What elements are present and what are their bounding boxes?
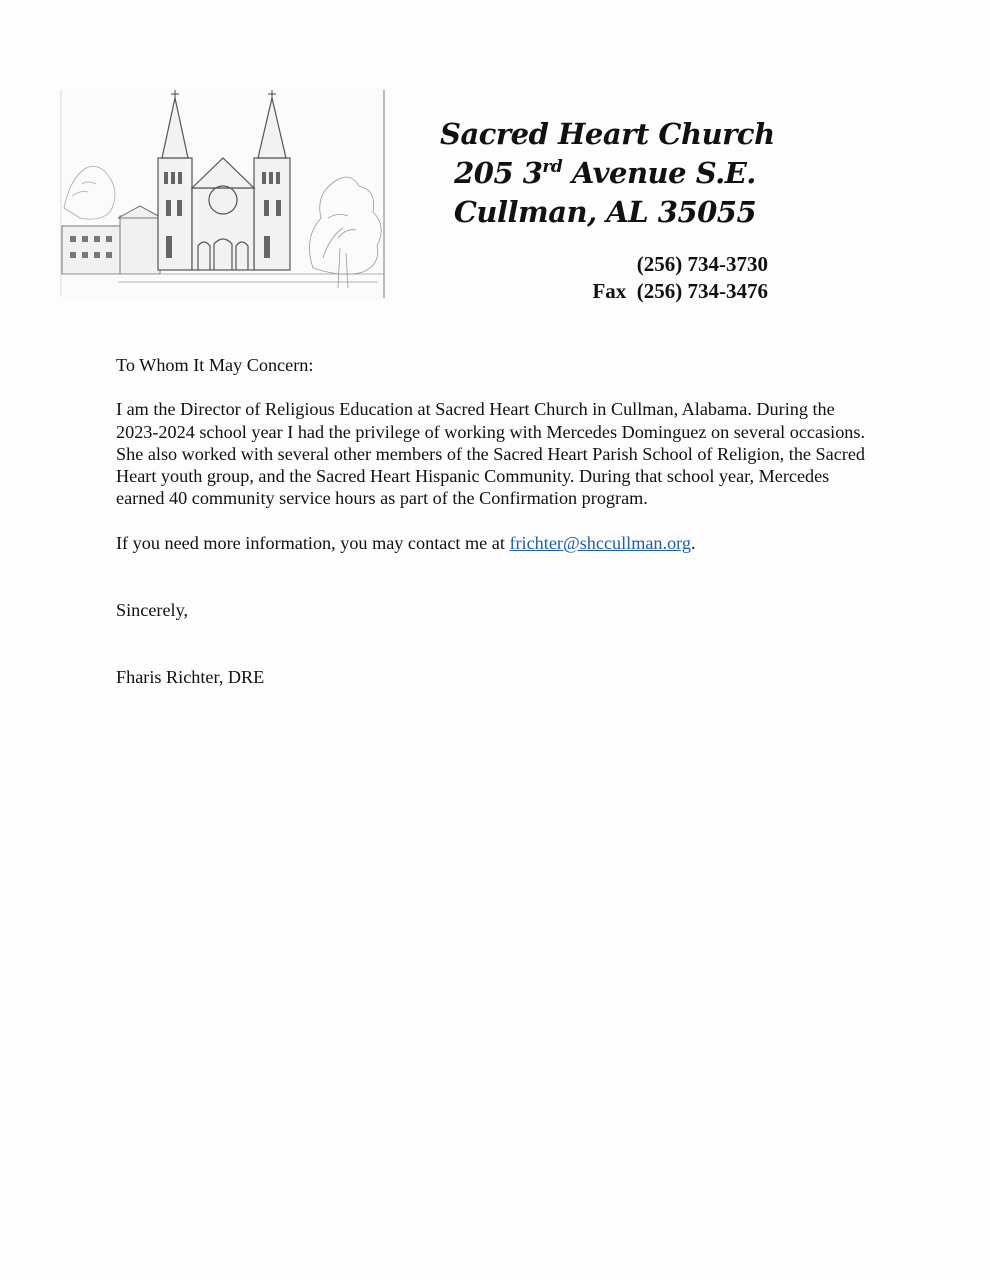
church-address (440, 115, 775, 232)
church-name: Sacred Heart Church (440, 117, 775, 151)
church-sketch-icon (58, 88, 388, 300)
body-paragraph: I am the Director of Religious Education at Sacred Heart Church in Cullman, Alabama. During the 2023-2024 school year I had the privilege of working with Mercedes Dominguez on several occasions. She also worked with several other members of the Sacred Heart Parish School of Religion, the Sacred Heart youth group, and the Sacred Heart Hispanic Community. During that school year, Mercedes earned 40 community service hours as part of the Confirmation program. (116, 399, 866, 509)
letter-body (116, 354, 876, 689)
salutation: To Whom It May Concern: (116, 355, 314, 375)
city-state-zip: Cullman, AL 35055 (453, 195, 757, 229)
signature: Fharis Richter, DRE (116, 667, 265, 688)
street-address: 205 3rd Avenue S.E. (454, 156, 756, 190)
phone-number: (256) 734-3730 (636, 252, 768, 276)
contact-paragraph: If you need more information, you may contact me at frichter@shccullman.org. (116, 532, 696, 553)
contact-numbers (592, 251, 768, 305)
email-link[interactable]: frichter@shccullman.org (509, 532, 691, 553)
closing: Sincerely, (116, 600, 189, 621)
fax-number: Fax (256) 734-3476 (592, 279, 768, 303)
